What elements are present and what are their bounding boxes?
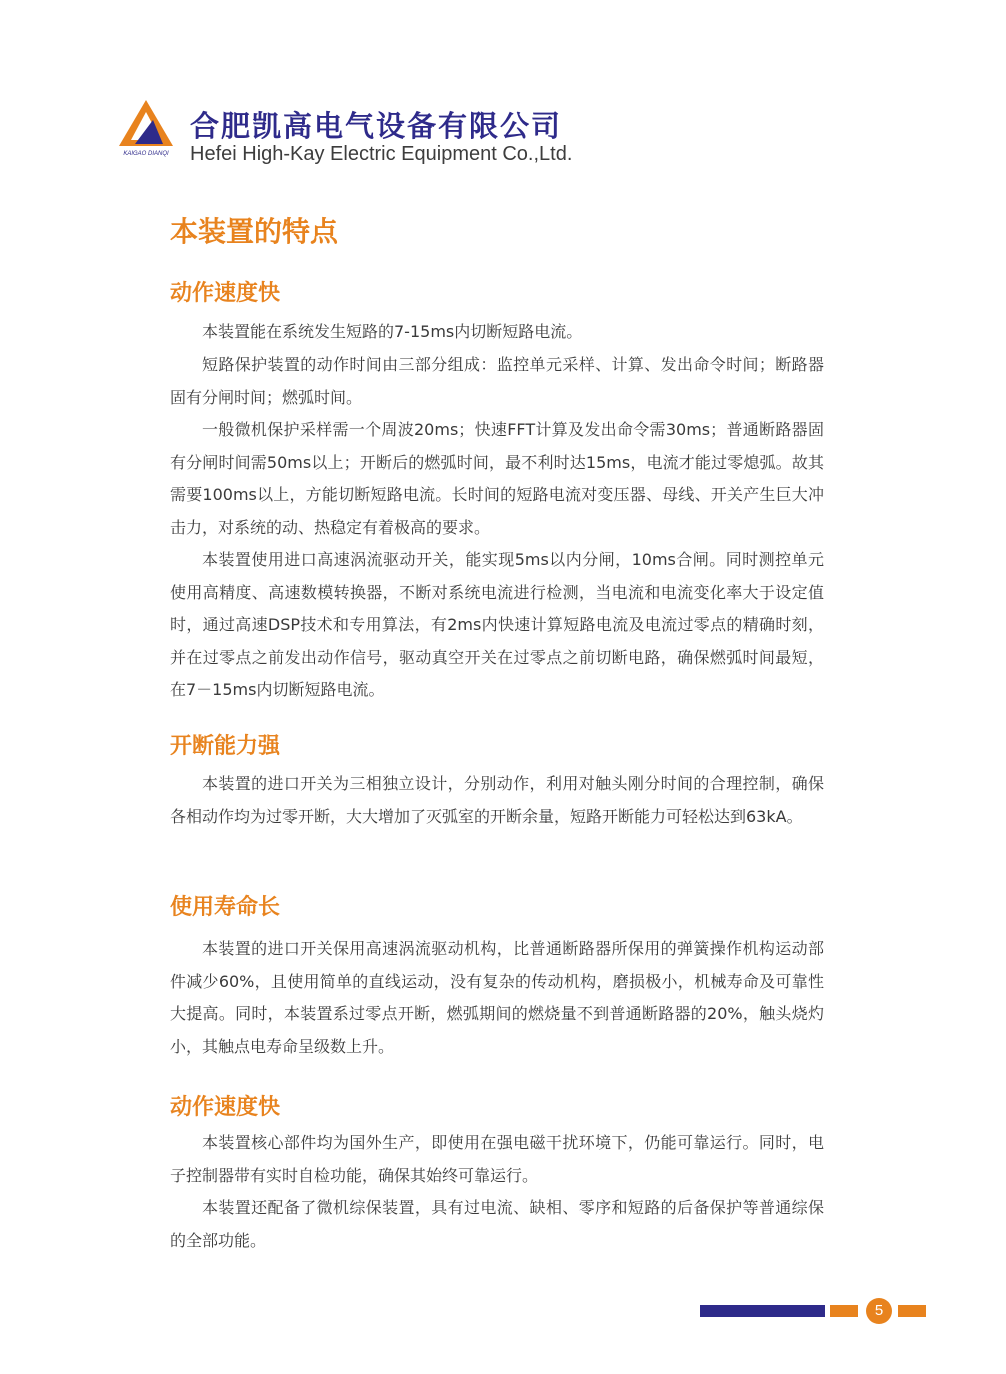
section-heading: 动作速度快	[170, 1095, 281, 1120]
body-paragraph: 本装置的进口开关保用高速涡流驱动机构，比普通断路器所保用的弹簧操作机构运动部件减少60%，且使用简单的直线运动，没有复杂的传动机构，磨损极小，机械寿命及可靠性大提高。同时，本装置系过零点开断，燃弧期间的燃烧量不到普通断路器的20%，触头烧灼小，其触点电寿命呈级数上升。	[170, 939, 824, 1056]
page-title: 本装置的特点	[170, 215, 339, 248]
body-paragraph: 短路保护装置的动作时间由三部分组成：监控单元采样、计算、发出命令时间；断路器固有分闸时间；燃弧时间。	[170, 355, 824, 407]
company-logo-icon	[117, 98, 175, 158]
logo-caption: KAIGAO DIANQI	[123, 151, 169, 157]
company-name-en: Hefei High-Kay Electric Equipment Co.,Ltd.	[190, 143, 573, 165]
section-heading: 动作速度快	[170, 281, 281, 306]
body-paragraph: 本装置核心部件均为国外生产，即使用在强电磁干扰环境下，仍能可靠运行。同时，电子控制器带有实时自检功能，确保其始终可靠运行。	[170, 1133, 824, 1185]
body-paragraph: 本装置使用进口高速涡流驱动开关，能实现5ms以内分闸，10ms合闸。同时测控单元使用高精度、高速数模转换器，不断对系统电流进行检测，当电流和电流变化率大于设定值时，通过高速DSP技术和专用算法，有2ms内快速计算短路电流及电流过零点的精确时刻，并在过零点之前发出动作信号，驱动真空开关在过零点之前切断电路，确保燃弧时间最短，在7－15ms内切断短路电流。	[170, 550, 824, 699]
company-name-cn: 合肥凯高电气设备有限公司	[190, 109, 563, 143]
body-paragraph: 本装置还配备了微机综保装置，具有过电流、缺相、零序和短路的后备保护等普通综保的全部功能。	[170, 1198, 824, 1250]
section-heading: 开断能力强	[170, 734, 281, 759]
body-paragraph: 本装置的进口开关为三相独立设计，分别动作，利用对触头刚分时间的合理控制，确保各相动作均为过零开断，大大增加了灭弧室的开断余量，短路开断能力可轻松达到63kA。	[170, 774, 824, 826]
section-heading: 使用寿命长	[170, 895, 281, 920]
footer-bar-orange	[898, 1305, 926, 1317]
footer-bar-blue	[700, 1305, 825, 1317]
body-paragraph: 本装置能在系统发生短路的7-15ms内切断短路电流。	[202, 322, 583, 341]
footer-bar-orange	[830, 1305, 858, 1317]
body-paragraph: 一般微机保护采样需一个周波20ms；快速FFT计算及发出命令需30ms；普通断路器固有分闸时间需50ms以上；开断后的燃弧时间，最不利时达15ms，电流才能过零熄弧。故其需要100ms以上，方能切断短路电流。长时间的短路电流对变压器、母线、开关产生巨大冲击力，对系统的动、热稳定有着极高的要求。	[170, 420, 824, 537]
page-number: 5	[866, 1298, 892, 1324]
